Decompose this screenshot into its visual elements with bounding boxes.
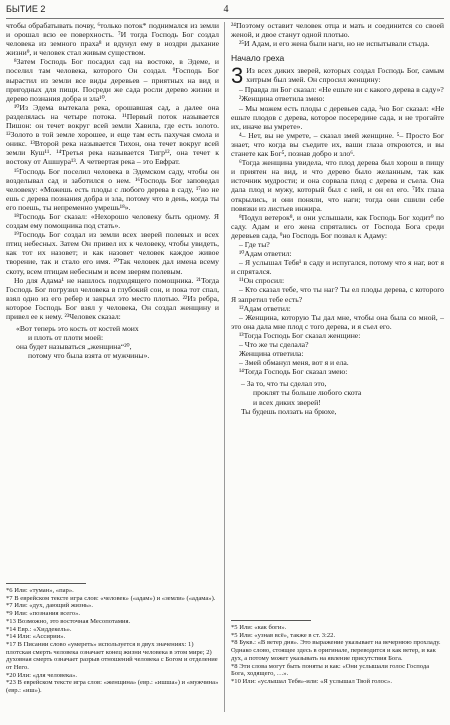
footnote: *14 Или: «Ассирии».: [6, 633, 66, 641]
paragraph: чтобы обрабатывать почву, ⁶только поток* поднимался из земли и орошал всю ее поверхность. ⁷И тогда Господь Бог создал человека из земного праха⁸ и вдунул ему в ноздри дыхание жизни⁹, и человек стал живым существом.: [6, 21, 219, 58]
footnote: *5 Или: «узнав всё», также в ст. 3:22.: [231, 631, 336, 639]
paragraph: Но для Адама¹ не нашлось подходящего помощника. ²¹Тогда Господь Бог погрузил человека в глубокий сон, и пока тот спал, взял одно из его ребер и закрыл это место плотью. ²²Из ребра, которое Господь Бог взял у человека, Он создал женщину и привел ее к нему. ²³Человек сказал:: [6, 275, 219, 321]
right-column: [231, 21, 444, 419]
poem: [241, 379, 444, 415]
dialogue-line: – Женщина, которую Ты дал мне, чтобы она была со мной, – это она дала мне плод с того дерева, и я съел его.: [231, 312, 444, 331]
poem-line: – За то, что ты сделал это,: [241, 379, 327, 389]
dialogue-line: Женщина ответила:: [239, 349, 304, 359]
dialogue-line: – Я услышал Тебя¹ в саду и испугался, потому что я наг, вот я и спрятался.: [231, 258, 444, 277]
paragraph: ⁸Затем Господь Бог посадил сад на востоке, в Эдеме, и поселил там человека, которого Он создал. ⁹Господь Бог вырастил из земли все виды деревьев – приятных на вид и пригодных для пищи. Посреди же сада росли дерево жизни и дерево познания добра и зла¹⁰.: [6, 57, 219, 103]
poem-line: проклят ты больше любого скота: [253, 388, 362, 398]
poem-line: потому что была взята от мужчины».: [28, 351, 150, 361]
footnote: *20 Или: «для человека».: [6, 671, 78, 679]
footnote: *8 Букв.: «В ветер дня». Это выражение указывает на вечернюю прохладу. Однако слово, стоящее здесь в оригинале, переводится и как ветер, и как дух, а потому может указывать на явление присутствия Бога.: [231, 639, 441, 662]
dialogue-line: – Правда ли Бог сказал: «Не ешьте ни с какого дерева в саду»?: [239, 85, 444, 95]
footnote-rule: [231, 620, 311, 621]
footnotes-right: [231, 620, 444, 686]
dialogue-line: ¹²Адам ответил:: [239, 303, 291, 313]
dialogue-line: ¹³Тогда Господь Бог сказал женщине:: [239, 330, 361, 340]
footnote: *8 Эти слова могут быть поняты и как: «Они услышали голос Господа Бога, ходящего, …».: [231, 662, 430, 678]
poem-line: и плоть от плоти моей:: [28, 333, 104, 343]
footnote: *10 Или: «услышал Тебя»-или: «Я услышал Твой голос».: [231, 677, 392, 685]
page-number: 4: [223, 4, 229, 15]
paragraph: ²⁵И Адам, и его жена были наги, но не испытывали стыда.: [239, 39, 430, 49]
footnote: *23 В еврейском тексте игра слов: «женщина» (евр.: «ишша») и «мужчина» (евр.: «иш»).: [6, 679, 219, 695]
dialogue-line: – Мы можем есть плоды с деревьев сада, ³но Бог сказал: «Не ешьте плодов с дерева, которое посередине сада, и не трогайте их, иначе вы умрете».: [231, 103, 444, 131]
paragraph: ¹⁹Господь Бог создал из земли всех зверей полевых и всех птиц небесных. Затем Он привел их к человеку, чтобы увидеть, как тот их назовет; и как назовет человек каждое живое творение, так и стало его имя. ²⁰Так человек дал имена всему скоту, всем птицам небесным и всем зверям полевым.: [6, 230, 219, 276]
running-head: БЫТИЕ 2: [6, 4, 46, 14]
footnote-rule: [6, 583, 86, 584]
footnote: *6 Или: «туман», «пар».: [6, 587, 74, 594]
column-divider: [224, 22, 225, 712]
dialogue-line: – Где ты?: [239, 239, 270, 249]
header-rule: [6, 18, 444, 19]
section-title: Начало греха: [231, 53, 285, 64]
dialogue-line: – Кто сказал тебе, что ты наг? Ты ел плоды дерева, с которого Я запретил тебе есть?: [231, 285, 444, 304]
poem-line: она будет называться „женщина“²⁰,: [16, 342, 132, 352]
dialogue-line: ⁴– Нет, вы не умрете, – сказал змей женщине. ⁵– Просто Бог знает, что когда вы съедите их, ваши глаза откроются, и вы станете как Бог⁵, познав добро и зло⁶.: [231, 130, 444, 159]
poem: [16, 324, 219, 360]
dialogue-line: – Что же ты сделала?: [239, 340, 309, 349]
paragraph: ¹⁸Господь Бог сказал: «Нехорошо человеку быть одному. Я создам ему помощника под стать».: [6, 211, 219, 231]
paragraph: ⁶Тогда женщина увидела, что плод дерева был хорош в пищу и приятен на вид, и что дерево было желанным, так как источник мудрости; и она сорвала плод с дерева и съела. Она дала плод и мужу, который был с ней, и он ел его. ⁷Их глаза открылись, и они поняли, что наги; тогда они сшили себе повязки из листьев инжира.: [231, 158, 444, 213]
paragraph: ²⁴Поэтому оставит человек отца и мать и соединится со своей женой, и двое станут одной плотью.: [231, 21, 444, 40]
footnote: *17 В Писании слово «умереть» используется в двух значениях: 1) плотская смерть человека означает конец жизни человека в этом мире; 2) духовная смерть означает разрыв отношений человека с Богом и отделение от Него.: [6, 640, 218, 672]
footnote: *5 Или: «как боги».: [231, 624, 287, 631]
chapter-number: 3: [231, 63, 244, 89]
paragraph-text: Из всех диких зверей, которых создал Господь Бог, самым хитрым был змей. Он спросил женщину:: [246, 66, 444, 85]
dialogue-line: – Змей обманул меня, вот я и ела.: [239, 358, 349, 368]
dialogue-line: ¹⁴Тогда Господь Бог сказал змею:: [239, 367, 348, 377]
left-column: [6, 21, 219, 363]
poem-line: и всех диких зверей!: [253, 397, 321, 407]
paragraph: ¹⁵Господь Бог поселил человека в Эдемском саду, чтобы он возделывал сад и заботился о нем. ¹⁶Господь Бог заповедал человеку: «Можешь есть плоды с любого дерева в саду, ¹⁷но не ешь с дерева познания добра и зла, потому что в день, когда ты его поешь, ты непременно умрешь¹⁸».: [6, 166, 219, 212]
paragraph: ¹⁰Из Эдема вытекала река, орошавшая сад, а далее она разделялась на четыре потока. ¹¹Первый поток называется Пишон: он течет вокруг всей земли Хавила, где есть золото. ¹²Золото в той земле хорошее, и еще там есть пахучая смола и оникс. ¹³Второй река называется Тихон, она течет вокруг всей земли Куш¹¹. ¹⁴Третья река называется Тигр¹², она течет к востоку от Ашшура¹³. А четвертая река – это Евфрат.: [6, 102, 219, 167]
footnote: *14 Евр.: «Хиддекель».: [6, 625, 72, 633]
dialogue-line: ¹¹Он спросил:: [239, 276, 285, 286]
dialogue-line: ¹⁰Адам ответил:: [239, 249, 292, 259]
footnotes-left: [6, 583, 219, 695]
footnote: *9 Или: «познания всего».: [6, 610, 81, 618]
footnote: *7 В еврейском тексте игра слов: «человек» («адам») и «земли» («адама»).: [6, 594, 216, 602]
dialogue-line: ²Женщина ответила змею:: [239, 94, 325, 104]
footnote: *13 Возможно, это восточная Месопотамия.: [6, 617, 131, 625]
paragraph: [231, 63, 444, 89]
poem-line: Ты будешь ползать на брюхе,: [241, 406, 337, 416]
poem-line: «Вот теперь это кость от костей моих: [16, 324, 139, 334]
paragraph: ⁸Подул ветерок⁸, и они услышали, как Господь Бог ходит⁹ по саду. Адам и его жена спрятались от Господа Бога среди деревьев сада, ⁹но Господь Бог позвал к Адаму:: [231, 212, 444, 240]
footnote: *7 Или: «дух, дающий жизнь».: [6, 602, 94, 610]
page-header: [6, 4, 446, 18]
